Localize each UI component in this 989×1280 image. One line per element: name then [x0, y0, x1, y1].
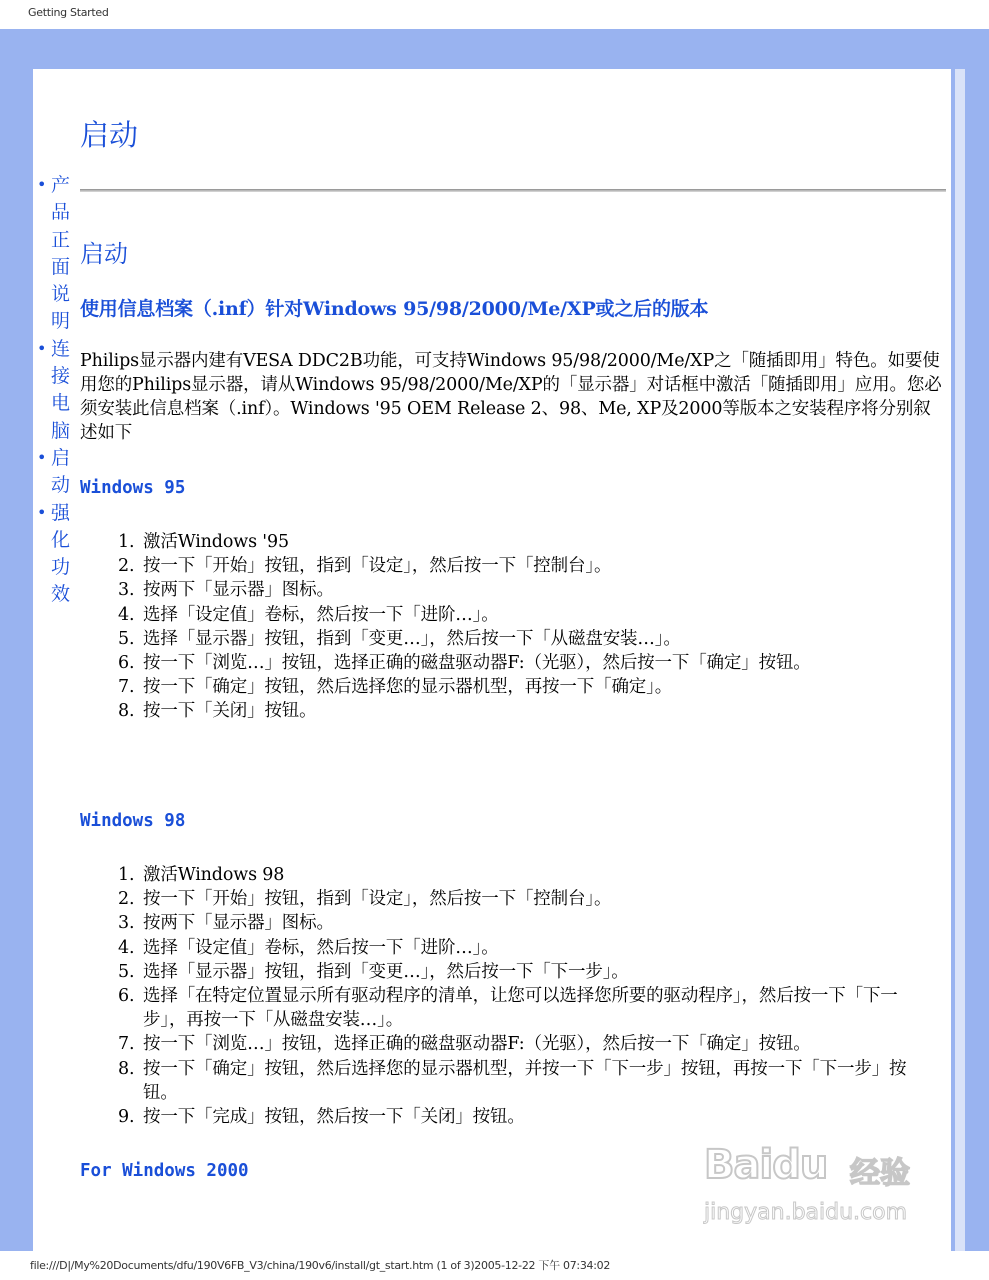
nav-link[interactable]: 连接电脑 — [51, 337, 71, 442]
step-number: 5. — [118, 628, 135, 649]
nav-item-product-front[interactable] — [33, 172, 73, 336]
bullet-icon: • — [37, 175, 47, 194]
step-number: 6. — [118, 986, 135, 1007]
step-item — [118, 651, 938, 675]
step-item — [118, 554, 938, 578]
step-text: 按一下「确定」按钮，然后选择您的显示器机型，并按一下「下一步」按钮，再按一下「下一步」按钮。 — [143, 1058, 907, 1103]
step-text: 选择「显示器」按钮，指到「变更…」，然后按一下「下一步」。 — [143, 961, 629, 982]
intro-paragraph: Philips显示器内建有VESA DDC2B功能，可支持Windows 95/98/2000/Me/XP之「随插即用」特色。如要使用您的Philips显示器，请从Windows 95/98/2000/Me/XP的「显示器」对话框中激活「随插即用」应用。您必须安装此信息档案（.inf）。Windows '95 OEM Release 2、98、Me, XP及2000等版本之安装程序将分别叙述如下 — [80, 351, 942, 443]
frame-right-strip — [955, 69, 965, 1251]
step-item — [118, 1105, 938, 1129]
step-text: 按一下「关闭」按钮。 — [143, 701, 317, 722]
step-text: 按一下「完成」按钮，然后按一下「关闭」按钮。 — [143, 1107, 525, 1128]
step-item — [118, 530, 938, 554]
nav-item-optimize[interactable] — [33, 500, 73, 609]
step-number: 8. — [118, 1058, 135, 1079]
step-number: 6. — [118, 653, 135, 674]
step-item — [118, 578, 938, 602]
bullet-icon: • — [37, 447, 47, 467]
os-heading-win95: Windows 95 — [80, 478, 186, 498]
bullet-icon: • — [37, 502, 47, 522]
step-number: 4. — [118, 937, 135, 958]
step-number: 3. — [118, 580, 135, 601]
step-text: 选择「设定值」卷标，然后按一下「进阶…」。 — [143, 937, 499, 958]
steps-list-win95 — [118, 530, 938, 724]
nav-link[interactable]: 强化功效 — [51, 501, 71, 606]
nav-item-connect-pc[interactable] — [33, 336, 73, 445]
step-item — [118, 911, 938, 935]
nav-link[interactable]: 启动 — [51, 446, 71, 497]
step-item — [118, 984, 938, 1032]
baidu-watermark — [700, 1140, 930, 1240]
watermark-label: 经验 — [850, 1156, 910, 1191]
step-number: 3. — [118, 913, 135, 934]
step-item — [118, 627, 938, 651]
step-text: 按两下「显示器」图标。 — [143, 913, 334, 934]
step-item — [118, 603, 938, 627]
step-item — [118, 887, 938, 911]
step-text: 选择「显示器」按钮，指到「变更…」，然后按一下「从磁盘安装…」。 — [143, 628, 681, 649]
step-number: 1. — [118, 532, 135, 552]
step-item — [118, 699, 938, 723]
step-text: 按一下「开始」按钮，指到「设定」，然后按一下「控制台」。 — [143, 889, 612, 910]
divider — [80, 189, 946, 192]
bullet-icon: • — [37, 338, 47, 358]
step-text: 按两下「显示器」图标。 — [143, 580, 334, 601]
section-title: 启动 — [80, 240, 128, 268]
step-text: 激活Windows '95 — [143, 532, 289, 552]
step-text: 按一下「浏览…」按钮，选择正确的磁盘驱动器F:（光驱），然后按一下「确定」按钮。 — [143, 653, 811, 674]
step-number: 9. — [118, 1107, 135, 1128]
step-text: 按一下「开始」按钮，指到「设定」，然后按一下「控制台」。 — [143, 556, 612, 577]
step-text: 按一下「确定」按钮，然后选择您的显示器机型，再按一下「确定」。 — [143, 677, 673, 698]
print-header: Getting Started — [28, 6, 109, 19]
step-text: 按一下「浏览…」按钮，选择正确的磁盘驱动器F:（光驱），然后按一下「确定」按钮。 — [143, 1034, 811, 1055]
step-number: 8. — [118, 701, 135, 722]
os-heading-win98: Windows 98 — [80, 811, 186, 831]
os-heading-win2000: For Windows 2000 — [80, 1161, 249, 1181]
step-number: 2. — [118, 889, 135, 910]
page-title: 启动 — [80, 118, 139, 152]
nav-link[interactable]: 产品正面说明 — [51, 174, 71, 333]
step-item — [118, 1032, 938, 1056]
step-text: 选择「在特定位置显示所有驱动程序的清单，让您可以选择您所要的驱动程序」，然后按一下「下一步」，再按一下「从磁盘安装…」。 — [143, 986, 898, 1031]
step-item — [118, 960, 938, 984]
steps-list-win98 — [118, 863, 938, 1129]
section-subtitle: 使用信息档案（.inf）针对Windows 95/98/2000/Me/XP或之后的版本 — [80, 298, 709, 320]
nav-item-getting-started[interactable] — [33, 445, 73, 500]
watermark-url: jingyan.baidu.com — [704, 1200, 908, 1225]
step-number: 2. — [118, 556, 135, 577]
step-number: 5. — [118, 961, 135, 982]
step-item — [118, 1057, 938, 1105]
step-text: 激活Windows 98 — [143, 865, 285, 885]
watermark-brand: Baidu — [704, 1142, 828, 1188]
step-number: 1. — [118, 865, 135, 885]
side-nav — [33, 172, 73, 609]
step-item — [118, 863, 938, 887]
print-footer: file:///D|/My%20Documents/dfu/190V6FB_V3/china/190v6/install/gt_start.htm (1 of 3)2005-12-22 下午 07:34:02 — [30, 1259, 611, 1272]
step-number: 7. — [118, 1034, 135, 1055]
step-item — [118, 936, 938, 960]
step-number: 7. — [118, 677, 135, 698]
step-item — [118, 675, 938, 699]
step-number: 4. — [118, 604, 135, 625]
step-text: 选择「设定值」卷标，然后按一下「进阶…」。 — [143, 604, 499, 625]
